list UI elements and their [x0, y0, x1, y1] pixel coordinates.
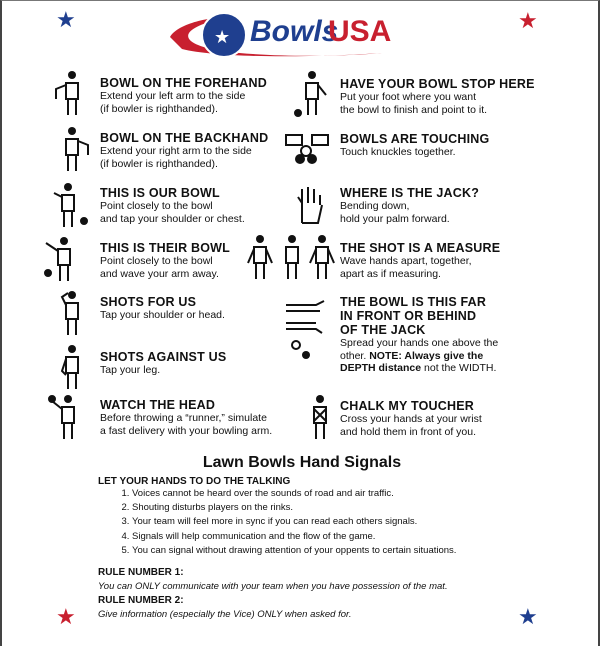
signal-title: IN FRONT OR BEHIND [340, 309, 477, 323]
reason-item: 1. Voices cannot be heard over the sounds of road and air traffic. [132, 487, 456, 501]
watch-head-figure-icon [46, 393, 90, 446]
signal-desc: Cross your hands at your wrist [340, 413, 482, 425]
signal-title: THIS IS THEIR BOWL [100, 241, 230, 255]
red-star-icon: ★ [56, 604, 76, 629]
signal-note-bold: DEPTH distance [340, 362, 422, 374]
signal-desc: (if bowler is righthanded). [100, 157, 218, 170]
signal-our-bowl [100, 186, 310, 225]
signal-their-bowl [100, 241, 310, 280]
signal-title: THE SHOT IS A MEASURE [340, 241, 501, 255]
signal-desc: and hold them in front of you. [340, 425, 477, 438]
red-star-icon: ★ [518, 8, 538, 33]
signal-desc: Before throwing a “runner,” simulate [100, 412, 267, 424]
svg-text:★: ★ [214, 27, 231, 47]
signal-this-far [340, 295, 560, 375]
signal-desc: Tap your leg. [100, 364, 161, 376]
signal-title: BOWL ON THE BACKHAND [100, 131, 269, 145]
signal-measure [340, 241, 550, 280]
signal-title: WHERE IS THE JACK? [340, 186, 480, 200]
logo-text-bowls: Bowls [250, 15, 339, 48]
signal-desc: Tap your shoulder or head. [100, 309, 225, 321]
bowlsusa-logo [162, 7, 402, 59]
signal-desc: Touch knuckles together. [340, 146, 456, 158]
signal-backhand [100, 131, 310, 170]
section-subtitle: LET YOUR HANDS TO DO THE TALKING [98, 476, 291, 487]
reason-item: 3. Your team will feel more in sync if you can read each others signals. [132, 515, 456, 529]
signal-title: BOWL ON THE FOREHAND [100, 76, 267, 90]
signal-desc: Wave hands apart, together, [340, 255, 472, 267]
signal-watch-head [100, 398, 310, 437]
blue-star-icon: ★ [56, 7, 76, 32]
shots-against-us-figure-icon [50, 343, 94, 396]
signal-desc: other. [340, 349, 367, 362]
signal-desc: and tap your shoulder or chest. [100, 212, 245, 225]
reason-item: 4. Signals will help communication and the flow of the game. [132, 530, 456, 544]
signal-shots-against-us [100, 350, 310, 377]
signal-stop-here [340, 77, 550, 116]
signal-desc: Point closely to the bowl [100, 200, 213, 212]
signal-note: NOTE: Always give the [369, 349, 484, 362]
signal-where-jack [340, 186, 550, 225]
rule1-label: RULE NUMBER 1: [98, 567, 184, 578]
signal-desc: hold your palm forward. [340, 212, 450, 225]
signal-desc: a fast delivery with your bowling arm. [100, 424, 273, 437]
rule2-label: RULE NUMBER 2: [98, 595, 184, 606]
signal-touching [340, 132, 550, 159]
signal-desc: Spread your hands one above the [340, 337, 499, 349]
rule1-text: You can ONLY communicate with your team when you have possession of the mat. [98, 581, 448, 592]
signal-desc: Extend your left arm to the side [100, 90, 246, 102]
signal-title: HAVE YOUR BOWL STOP HERE [340, 77, 535, 91]
signal-title: SHOTS FOR US [100, 295, 197, 309]
forehand-figure-icon [50, 69, 94, 122]
signal-title: SHOTS AGAINST US [100, 350, 227, 364]
signal-title: THE BOWL IS THIS FAR [340, 295, 487, 309]
signal-forehand [100, 76, 310, 115]
our-bowl-figure-icon [46, 181, 90, 234]
signal-desc: (if bowler is righthanded). [100, 102, 218, 115]
signal-desc: Extend your right arm to the side [100, 145, 252, 157]
signal-desc: Put your foot where you want [340, 91, 476, 103]
their-bowl-figure-icon [42, 235, 86, 288]
signal-title: BOWLS ARE TOUCHING [340, 132, 490, 146]
signal-title: THIS IS OUR BOWL [100, 186, 220, 200]
signal-desc: Point closely to the bowl [100, 255, 213, 267]
blue-star-icon: ★ [518, 604, 538, 629]
signal-desc: the bowl to finish and point to it. [340, 103, 488, 116]
section-title: Lawn Bowls Hand Signals [202, 454, 402, 471]
rule2-text: Give information (especially the Vice) ONLY when asked for. [98, 609, 352, 620]
signal-title: WATCH THE HEAD [100, 398, 216, 412]
logo-text-usa: USA [328, 15, 392, 48]
signal-desc: and wave your arm away. [100, 267, 219, 280]
signal-shots-for-us [100, 295, 310, 322]
signal-desc: apart as if measuring. [340, 267, 441, 280]
reason-item: 5. You can signal without drawing attention of your oppents to certain situations. [132, 544, 456, 558]
signal-chalk-toucher [340, 399, 550, 438]
signal-note-rest: not the WIDTH. [421, 362, 497, 374]
signal-title: CHALK MY TOUCHER [340, 399, 474, 413]
signal-title: OF THE JACK [340, 323, 426, 337]
reason-item: 2. Shouting disturbs players on the rinks. [132, 501, 456, 515]
signal-desc: Bending down, [340, 200, 410, 212]
backhand-figure-icon [50, 125, 94, 178]
reasons-list [112, 487, 456, 558]
shots-for-us-figure-icon [50, 289, 94, 342]
